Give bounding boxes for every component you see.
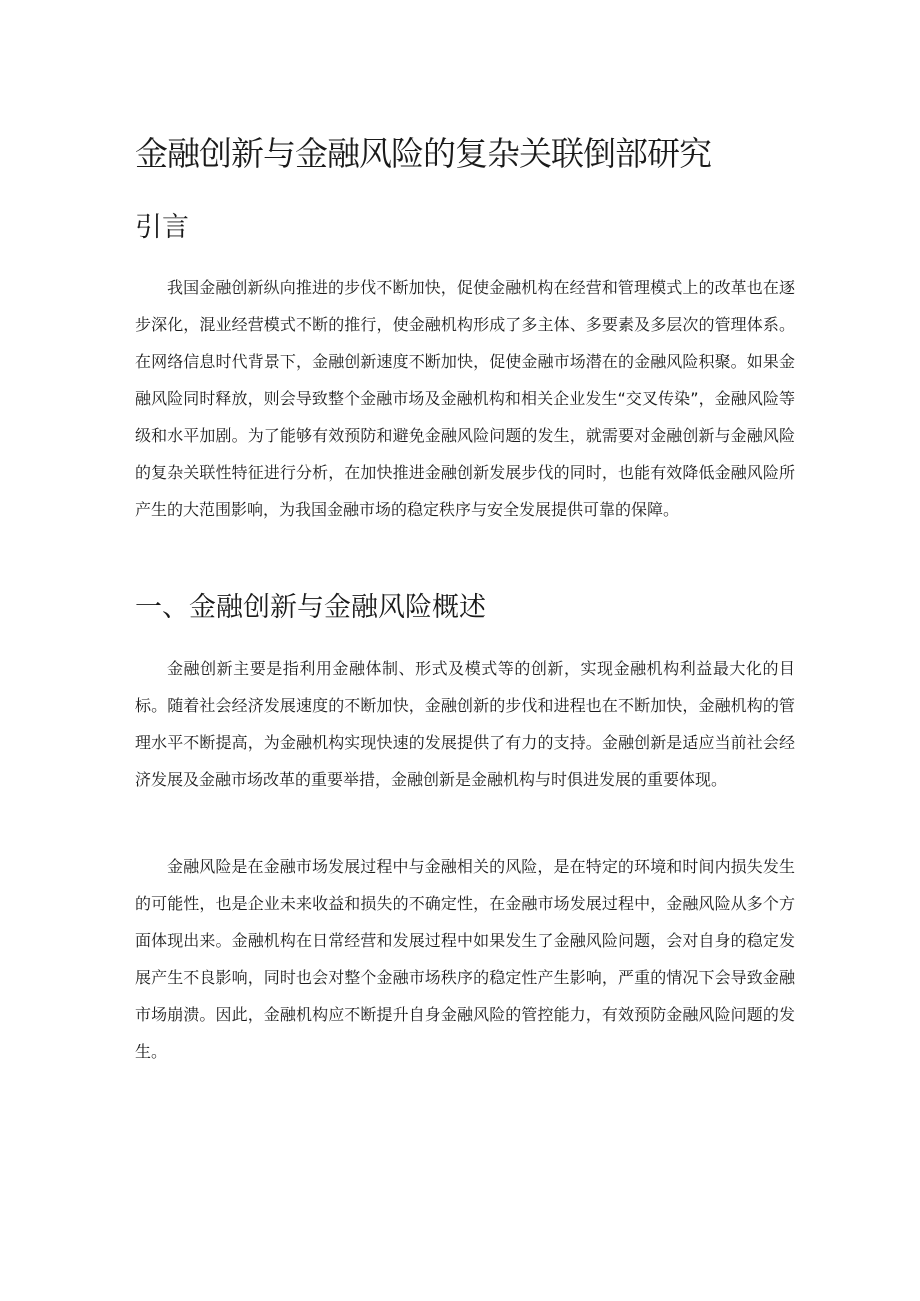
overview-paragraph-financial-risk: 金融风险是在金融市场发展过程中与金融相关的风险，是在特定的环境和时间内损失发生的可能性，也是企业未来收益和损失的不确定性，在金融市场发展过程中，金融风险从多个方面体现出来。金融机构在日常经营和发展过程中如果发生了金融风险问题，会对自身的稳定发展产生不良影响，同时也会对整个金融市场秩序的稳定性产生影响，严重的情况下会导致金融市场崩溃。因此，金融机构应不断提升自身金融风险的管控能力，有效预防金融风险问题的发生。 xyxy=(135,857,795,1061)
introduction-paragraph: 我国金融创新纵向推进的步伐不断加快，促使金融机构在经营和管理模式上的改革也在逐步深化，混业经营模式不断的推行，使金融机构形成了多主体、多要素及多层次的管理体系。在网络信息时代背景下，金融创新速度不断加快，促使金融市场潜在的金融风险积聚。如果金融风险同时释放，则会导致整个金融市场及金融机构和相关企业发生“交叉传染”，金融风险等级和水平加剧。为了能够有效预防和避免金融风险问题的发生，就需要对金融创新与金融风险的复杂关联性特征进行分析，在加快推进金融创新发展步伐的同时，也能有效降低金融风险所产生的大范围影响，为我国金融市场的稳定秩序与安全发展提供可靠的保障。 xyxy=(135,278,795,519)
section-heading-overview: 一、金融创新与金融风险概述 xyxy=(135,592,486,623)
section-heading-introduction: 引言 xyxy=(135,212,189,243)
overview-paragraph-financial-innovation: 金融创新主要是指利用金融体制、形式及模式等的创新，实现金融机构利益最大化的目标。随着社会经济发展速度的不断加快，金融创新的步伐和进程也在不断加快，金融机构的管理水平不断提高，为金融机构实现快速的发展提供了有力的支持。金融创新是适应当前社会经济发展及金融市场改革的重要举措，金融创新是金融机构与时俱进发展的重要体现。 xyxy=(135,659,795,789)
document-title: 金融创新与金融风险的复杂关联倒部研究 xyxy=(135,134,711,173)
